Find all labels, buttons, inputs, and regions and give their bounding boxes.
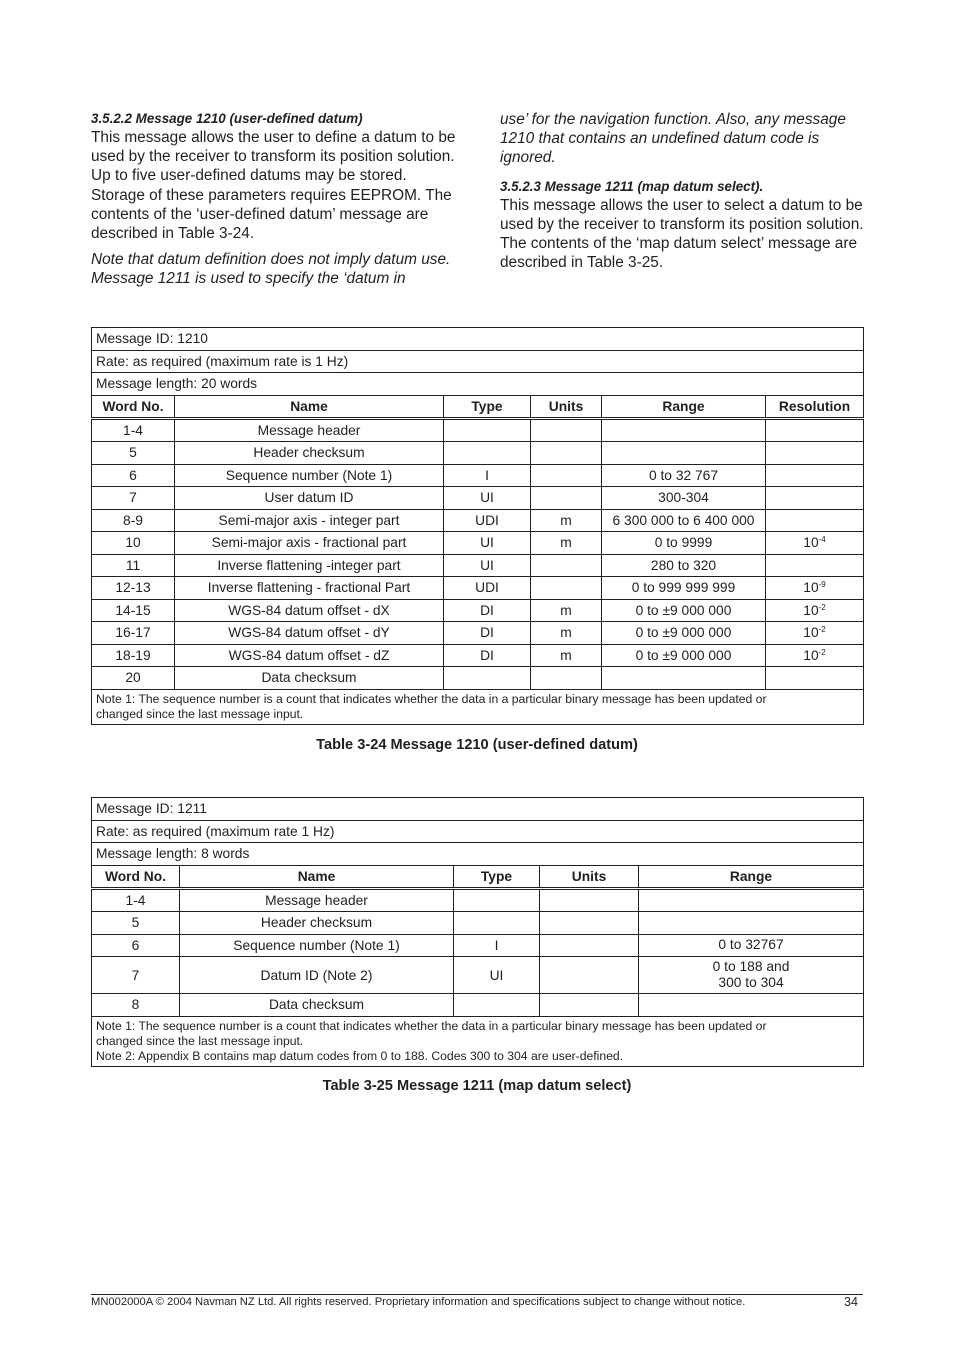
- column-header-type: Type: [444, 395, 531, 418]
- cell-name: Semi-major axis - fractional part: [175, 532, 444, 555]
- column-header-units: Units: [540, 865, 639, 888]
- table-row: [92, 554, 864, 577]
- note-1-line-1: Note 1: The sequence number is a count that indicates whether the data in a particular binary message has been updated or: [96, 1018, 767, 1033]
- cell-name: Message header: [175, 418, 444, 442]
- table-row: [92, 622, 864, 645]
- cell-units: [531, 442, 602, 465]
- paragraph-datum-note-cont: use’ for the navigation function. Also, any message 1210 that contains an undefined datum code is ignored.: [500, 111, 846, 167]
- length-line: Message length: 8 words: [92, 843, 864, 866]
- cell-type: DI: [444, 622, 531, 645]
- paragraph-1211-intro: This message allows the user to select a datum to be used by the receiver to transform its position solution. The contents of the ‘map datum select’ message are described in Table 3-25.: [500, 196, 864, 272]
- cell-name: Semi-major axis - integer part: [175, 509, 444, 532]
- cell-units: [531, 464, 602, 487]
- table-caption-3-24: Table 3-24 Message 1210 (user-defined datum): [316, 737, 638, 753]
- cell-name: Datum ID (Note 2): [180, 957, 454, 994]
- cell-resolution: [766, 644, 864, 667]
- cell-type: I: [454, 934, 540, 957]
- table-row: [92, 644, 864, 667]
- cell-word: 7: [92, 487, 175, 510]
- cell-units: [531, 487, 602, 510]
- cell-name: Data checksum: [175, 667, 444, 690]
- cell-type: [444, 667, 531, 690]
- column-header-name: Name: [180, 865, 454, 888]
- cell-type: DI: [444, 644, 531, 667]
- cell-units: m: [531, 622, 602, 645]
- cell-range: 0 to 999 999 999: [602, 577, 766, 600]
- cell-units: m: [531, 599, 602, 622]
- cell-resolution: [766, 577, 864, 600]
- table-row: [92, 934, 864, 957]
- cell-resolution: [766, 667, 864, 690]
- cell-word: 14-15: [92, 599, 175, 622]
- table-row: [92, 599, 864, 622]
- cell-range: 300-304: [602, 487, 766, 510]
- cell-range: 0 to 9999: [602, 532, 766, 555]
- cell-range: 0 to ±9 000 000: [602, 644, 766, 667]
- table-caption-3-25: Table 3-25 Message 1211 (map datum select): [322, 1078, 632, 1094]
- page-number: 34: [843, 1295, 858, 1309]
- cell-units: [540, 888, 639, 912]
- section-heading-1211: 3.5.2.3 Message 1211 (map datum select).: [500, 178, 764, 194]
- resolution-base: 10: [803, 535, 819, 551]
- table-message-1211: [91, 797, 864, 1067]
- cell-word: 20: [92, 667, 175, 690]
- table-notes: [92, 1016, 864, 1067]
- cell-name: WGS-84 datum offset - dY: [175, 622, 444, 645]
- table-row: [92, 994, 864, 1017]
- cell-units: [531, 577, 602, 600]
- cell-range: [639, 957, 864, 994]
- left-column: [91, 110, 463, 296]
- cell-type: UDI: [444, 509, 531, 532]
- column-header-word: Word No.: [92, 865, 180, 888]
- cell-resolution: [766, 442, 864, 465]
- cell-name: Sequence number (Note 1): [180, 934, 454, 957]
- cell-units: [531, 418, 602, 442]
- range-line-1: 0 to 188 and: [712, 959, 790, 974]
- cell-type: UI: [454, 957, 540, 994]
- cell-units: [540, 912, 639, 935]
- cell-type: I: [444, 464, 531, 487]
- column-header-units: Units: [531, 395, 602, 418]
- note-2: Note 2: Appendix B contains map datum codes from 0 to 188. Codes 300 to 304 are user-defined.: [96, 1048, 624, 1063]
- cell-word: 10: [92, 532, 175, 555]
- table-note: [92, 689, 864, 724]
- cell-resolution: [766, 509, 864, 532]
- cell-type: [454, 888, 540, 912]
- cell-resolution: [766, 487, 864, 510]
- cell-word: 12-13: [92, 577, 175, 600]
- cell-name: Header checksum: [180, 912, 454, 935]
- cell-word: 5: [92, 442, 175, 465]
- rate-line: Rate: as required (maximum rate is 1 Hz): [92, 350, 864, 373]
- table-row: [92, 912, 864, 935]
- cell-resolution: [766, 532, 864, 555]
- cell-units: [540, 957, 639, 994]
- rate-line: Rate: as required (maximum rate 1 Hz): [92, 820, 864, 843]
- table-row: [92, 667, 864, 690]
- cell-type: UDI: [444, 577, 531, 600]
- note-1-line-1: Note 1: The sequence number is a count that indicates whether the data in a particular binary message has been updated or: [96, 691, 767, 706]
- right-column: [500, 110, 872, 279]
- table-row: [92, 888, 864, 912]
- column-header-type: Type: [454, 865, 540, 888]
- cell-resolution: [766, 622, 864, 645]
- resolution-base: 10: [803, 580, 819, 596]
- table-note-row: [92, 689, 864, 724]
- cell-range: [639, 888, 864, 912]
- resolution-base: 10: [803, 647, 819, 663]
- cell-name: User datum ID: [175, 487, 444, 510]
- cell-word: 6: [92, 934, 180, 957]
- cell-units: [531, 554, 602, 577]
- column-header-resolution: Resolution: [766, 395, 864, 418]
- column-header-range: Range: [639, 865, 864, 888]
- paragraph-datum-note: Note that datum definition does not imply datum use. Message 1211 is used to specify the ‘datum in: [91, 251, 451, 288]
- message-id-line: Message ID: 1211: [92, 798, 864, 821]
- range-line-1: 0 to 32767: [718, 937, 784, 953]
- table-row: [92, 532, 864, 555]
- table-message-1210: [91, 327, 864, 725]
- cell-units: [531, 667, 602, 690]
- cell-name: Header checksum: [175, 442, 444, 465]
- cell-units: m: [531, 532, 602, 555]
- cell-name: Inverse flattening -integer part: [175, 554, 444, 577]
- cell-word: 1-4: [92, 418, 175, 442]
- resolution-base: 10: [803, 602, 819, 618]
- resolution-exponent: -2: [818, 647, 826, 657]
- cell-type: [444, 418, 531, 442]
- range-line-2: 300 to 304: [718, 975, 784, 990]
- cell-range: [639, 912, 864, 935]
- cell-word: 7: [92, 957, 180, 994]
- cell-units: [540, 994, 639, 1017]
- cell-type: [454, 912, 540, 935]
- table-row: [92, 577, 864, 600]
- cell-range: [602, 418, 766, 442]
- cell-word: 11: [92, 554, 175, 577]
- resolution-exponent: -2: [818, 625, 826, 635]
- cell-resolution: [766, 554, 864, 577]
- footer-copyright: MN002000A © 2004 Navman NZ Ltd. All rights reserved. Proprietary information and specifications subject to change without notice.: [91, 1296, 746, 1308]
- section-heading-1210: 3.5.2.2 Message 1210 (user-defined datum): [91, 111, 363, 126]
- cell-range: 0 to 32 767: [602, 464, 766, 487]
- table-row: [92, 957, 864, 994]
- note-1-line-2: changed since the last message input.: [96, 706, 304, 721]
- column-header-word: Word No.: [92, 395, 175, 418]
- table-note-row: [92, 1016, 864, 1067]
- cell-name: WGS-84 datum offset - dZ: [175, 644, 444, 667]
- resolution-exponent: -4: [818, 535, 826, 545]
- table-row: [92, 487, 864, 510]
- cell-range: [639, 994, 864, 1017]
- table-row: [92, 464, 864, 487]
- table-row: [92, 442, 864, 465]
- cell-name: Inverse flattening - fractional Part: [175, 577, 444, 600]
- cell-resolution: [766, 418, 864, 442]
- cell-range: [602, 667, 766, 690]
- cell-units: [540, 934, 639, 957]
- cell-type: UI: [444, 487, 531, 510]
- message-id-line: Message ID: 1210: [92, 328, 864, 351]
- cell-word: 5: [92, 912, 180, 935]
- table-row: [92, 509, 864, 532]
- cell-word: 8-9: [92, 509, 175, 532]
- note-1-line-2: changed since the last message input.: [96, 1033, 304, 1048]
- cell-word: 6: [92, 464, 175, 487]
- cell-resolution: [766, 599, 864, 622]
- table-row: [92, 418, 864, 442]
- cell-range: [639, 934, 864, 957]
- cell-name: Sequence number (Note 1): [175, 464, 444, 487]
- resolution-exponent: -2: [818, 602, 826, 612]
- cell-type: [444, 442, 531, 465]
- paragraph-1210-intro: This message allows the user to define a datum to be used by the receiver to transform its position solution. Up to five user-defined datums may be stored. Storage of these parameters requires EEPROM. The contents of the ‘user-defined datum’ message are described in Table 3-24.: [91, 129, 456, 243]
- resolution-exponent: -9: [818, 580, 826, 590]
- cell-range: [602, 442, 766, 465]
- cell-units: m: [531, 644, 602, 667]
- cell-word: 16-17: [92, 622, 175, 645]
- cell-units: m: [531, 509, 602, 532]
- cell-name: Data checksum: [180, 994, 454, 1017]
- cell-range: 6 300 000 to 6 400 000: [602, 509, 766, 532]
- column-header-name: Name: [175, 395, 444, 418]
- length-line: Message length: 20 words: [92, 373, 864, 396]
- cell-type: UI: [444, 554, 531, 577]
- column-header-range: Range: [602, 395, 766, 418]
- cell-type: DI: [444, 599, 531, 622]
- cell-resolution: [766, 464, 864, 487]
- cell-name: Message header: [180, 888, 454, 912]
- cell-word: 18-19: [92, 644, 175, 667]
- cell-name: WGS-84 datum offset - dX: [175, 599, 444, 622]
- cell-type: UI: [444, 532, 531, 555]
- cell-type: [454, 994, 540, 1017]
- cell-word: 1-4: [92, 888, 180, 912]
- resolution-base: 10: [803, 625, 819, 641]
- cell-range: 0 to ±9 000 000: [602, 599, 766, 622]
- cell-word: 8: [92, 994, 180, 1017]
- cell-range: 0 to ±9 000 000: [602, 622, 766, 645]
- cell-range: 280 to 320: [602, 554, 766, 577]
- footer-rule: [91, 1294, 863, 1295]
